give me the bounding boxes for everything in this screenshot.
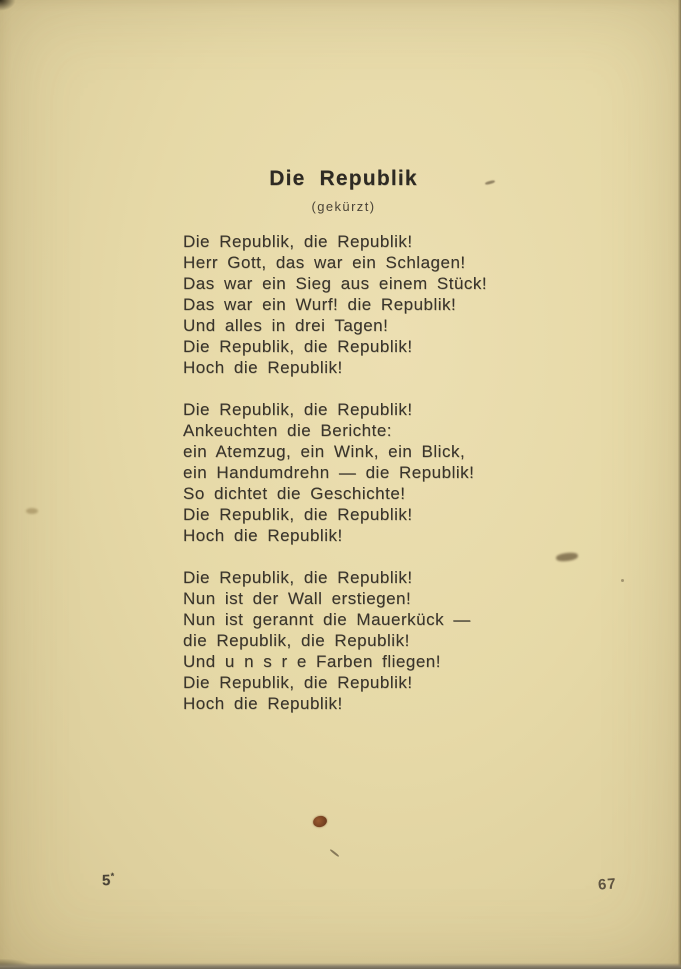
poem-line: Hoch die Republik! [183, 526, 343, 545]
poem-line: Die Republik, die Republik! [183, 400, 413, 419]
poem-line: ein Handumdrehn — die Republik! [183, 463, 475, 482]
ink-stain [312, 814, 328, 828]
paper-speck [26, 508, 38, 514]
poem-line: Ankeuchten die Berichte: [183, 421, 393, 440]
poem-line: Die Republik, die Republik! [183, 337, 413, 356]
page-subtitle: (gekürzt) [311, 199, 376, 214]
poem-line: Und alles in drei Tagen! [183, 316, 389, 335]
paper-speck [330, 849, 340, 857]
poem-line: Und u n s r e Farben fliegen! [183, 652, 441, 671]
poem-line: ein Atemzug, ein Wink, ein Blick, [183, 442, 466, 461]
poem-line: Die Republik, die Republik! [183, 232, 413, 251]
scan-corner-shadow [0, 0, 16, 11]
poem-line: Die Republik, die Republik! [183, 673, 413, 692]
poem-line: Hoch die Republik! [183, 358, 343, 377]
page-title: Die Republik [269, 167, 418, 190]
poem [183, 231, 487, 735]
stanza-2 [183, 399, 487, 546]
stanza-1 [183, 231, 487, 378]
scan-edge-shadow [0, 963, 681, 969]
poem-line: Die Republik, die Republik! [183, 568, 413, 587]
signature-mark [102, 871, 115, 889]
poem-line: So dichtet die Geschichte! [183, 484, 406, 503]
poem-line: Nun ist der Wall erstiegen! [183, 589, 412, 608]
poem-line: Nun ist gerannt die Mauerkück — [183, 610, 471, 629]
poem-line: Das war ein Wurf! die Republik! [183, 295, 457, 314]
smudge-mark [556, 552, 579, 563]
paper-speck [621, 579, 624, 582]
poem-line: Das war ein Sieg aus einem Stück! [183, 274, 488, 293]
poem-line: Herr Gott, das war ein Schlagen! [183, 253, 466, 272]
stanza-3 [183, 567, 487, 714]
signature-mark-base: 5 [101, 871, 111, 890]
signature-mark-asterisk: * [110, 870, 115, 881]
poem-line: Hoch die Republik! [183, 694, 343, 713]
poem-line: Die Republik, die Republik! [183, 505, 413, 524]
page-number: 67 [597, 875, 618, 894]
poem-line: die Republik, die Republik! [183, 631, 410, 650]
